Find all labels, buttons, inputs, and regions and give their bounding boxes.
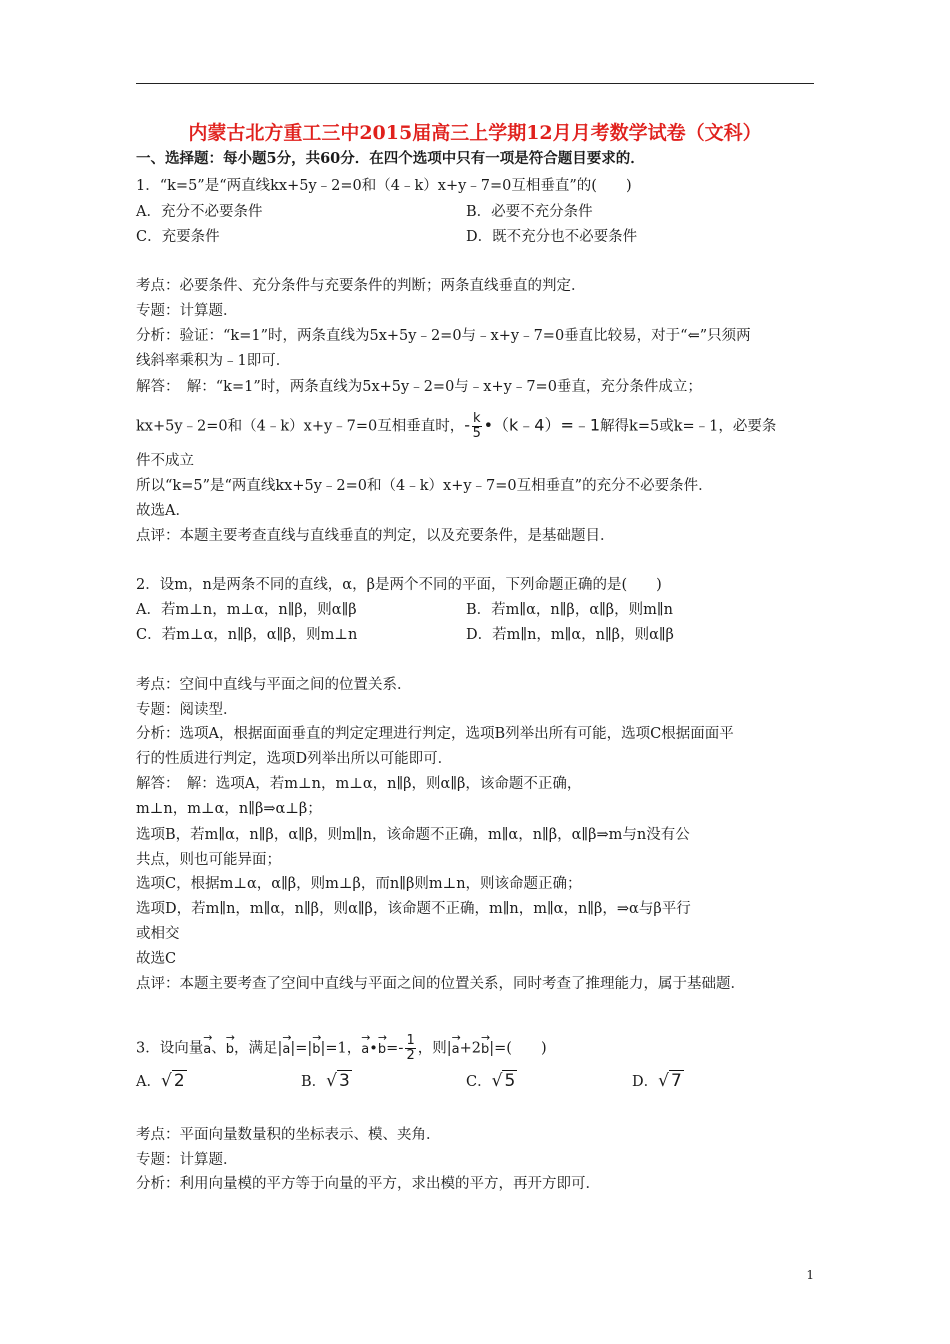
q1-option-a: A．充分不必要条件 [136,204,263,220]
q2-option-c: C．若m⊥α，n∥β，α∥β，则m⊥n [136,627,358,643]
q3-option-c [466,1071,517,1092]
q2-jieda-line6: 选项D，若m∥n，m∥α，n∥β，则α∥β，该命题不正确，m∥n，m∥α，n∥β，⇒α与β平行 [136,901,691,917]
header-rule [136,83,814,84]
q3-fraction-numerator: 1 [406,1033,415,1048]
q3-fraction [405,1034,415,1063]
q1-jieda-line2 [136,412,776,441]
q2-guxuan: 故选C [136,951,177,967]
q3-fenxi: 分析：利用向量模的平方等于向量的平方，求出模的平方，再开方即可． [136,1176,600,1192]
q1-fenxi-line1: 分析：验证：“k=1”时，两条直线为5x+5y﹣2=0与﹣x+y﹣7=0垂直比较易，对于“⇐”只须两 [136,328,751,344]
q3-sep: 、 [211,1040,226,1057]
q3-eq: =- [386,1040,404,1057]
q3-fraction-denominator: 2 [406,1048,415,1063]
q3-option-a-sqrt: √ 2 [160,1071,185,1091]
q2-fenxi-line1: 分析：选项A，根据面面垂直的判定定理进行判定，选项B列举出所有可能，选项C根据面面平 [136,726,734,742]
q3-option-d-label: D． [632,1074,659,1090]
q2-jieda-line4: 共点，则也可能异面； [136,852,281,868]
q2-jieda-line3: 选项B，若m∥α，n∥β，α∥β，则m∥n，该命题不正确，m∥α，n∥β，α∥β⇒m与n没有公 [136,827,690,843]
q3-option-a [136,1071,187,1092]
q2-option-d: D．若m∥n，m∥α，n∥β，则α∥β [466,627,674,643]
q3-vector-b-2: → b [312,1036,320,1060]
q1-jieda-line4: 所以“k=5”是“两直线kx+5y﹣2=0和（4﹣k）x+y﹣7=0互相垂直”的充分不必要条件． [136,478,713,494]
section-heading: 一、选择题：每小题5分，共60分．在四个选项中只有一项是符合题目要求的． [136,150,645,167]
q3-vector-b-3: → b [378,1036,386,1060]
q3-vector-b: → b [226,1036,234,1060]
q3-option-c-radicand: 5 [504,1071,516,1091]
q1-option-c: C．充要条件 [136,229,220,245]
q1-guxuan: 故选A． [136,503,190,519]
q1-jieda-line1: 解答： 解：“k=1”时，两条直线为5x+5y﹣2=0与﹣x+y﹣7=0垂直，充分条件成立； [136,379,702,395]
q2-kaodian: 考点：空间中直线与平面之间的位置关系． [136,677,412,693]
page-number: 1 [806,1268,814,1282]
q3-option-b [301,1071,352,1092]
q1-fraction-denominator: 5 [472,426,481,441]
q1-jieda-line2-pre: kx+5y﹣2=0和（4﹣k）x+y﹣7=0互相垂直时， [136,418,465,435]
q1-formula-rest: •（k﹣4）=﹣1 [483,415,601,435]
q3-dot: • [369,1040,378,1057]
q3-cond2: |=| [290,1040,313,1057]
q3-stem [136,1034,547,1063]
q1-jieda-line2-post: 解得k=5或k=﹣1，必要条 [600,418,777,435]
q3-option-a-radicand: 2 [173,1071,185,1091]
q3-option-c-label: C． [466,1074,492,1090]
q3-vector-a-2: → a [282,1036,290,1060]
q3-zhuanti: 专题：计算题． [136,1152,238,1168]
q2-fenxi-line2: 行的性质进行判定，选项D列举出所以可能即可． [136,751,453,767]
q3-kaodian: 考点：平面向量数量积的坐标表示、模、夹角． [136,1127,441,1143]
q1-formula-minus: - [464,415,471,435]
q2-stem: 2．设m，n是两条不同的直线，α，β是两个不同的平面，下列命题正确的是( ) [136,577,662,593]
q2-option-b: B．若m∥α，n∥β，α∥β，则m∥n [466,602,673,618]
q3-option-d-sqrt: √ 7 [658,1071,682,1091]
q3-vector-a-4: → a [452,1036,460,1060]
q3-tail: |=( ) [489,1040,547,1057]
q3-vector-a-3: → a [361,1036,369,1060]
q3-cond3: |=1， [320,1040,362,1057]
q3-cond1: ，满足| [233,1040,283,1057]
q3-plus2: +2 [459,1040,481,1057]
q3-option-b-label: B． [301,1074,327,1090]
q3-option-a-label: A． [136,1074,161,1090]
q2-jieda-line1: 解答： 解：选项A，若m⊥n，m⊥α，n∥β，则α∥β，该命题不正确， [136,776,582,792]
q1-fraction-numerator: k [473,411,481,426]
q1-kaodian: 考点：必要条件、充分条件与充要条件的判断；两条直线垂直的判定． [136,278,586,294]
q2-jieda-line7: 或相交 [136,926,180,942]
q1-dianping: 点评：本题主要考查直线与直线垂直的判定，以及充要条件，是基础题目． [136,528,615,544]
q2-zhuanti: 专题：阅读型． [136,702,238,718]
q1-option-d: D．既不充分也不必要条件 [466,229,638,245]
q1-zhuanti: 专题：计算题． [136,303,238,319]
q1-fenxi-line2: 线斜率乘积为﹣1即可． [136,353,291,369]
q2-option-a: A．若m⊥n，m⊥α，n∥β，则α∥β [136,602,357,618]
q3-stem-pre: 3．设向量 [136,1040,204,1057]
q3-then: ，则| [417,1040,452,1057]
q3-option-b-radicand: 3 [339,1071,350,1091]
q2-jieda-line5: 选项C，根据m⊥α，α∥β，则m⊥β，而n∥β则m⊥n，则该命题正确； [136,876,582,892]
q1-option-b: B．必要不充分条件 [466,204,593,220]
q3-vector-b-4: → b [481,1036,489,1060]
q2-jieda-line2: m⊥n，m⊥α，n∥β⇒α⊥β； [136,801,322,817]
q3-option-d-radicand: 7 [670,1071,682,1091]
q1-jieda-line3: 件不成立 [136,453,194,469]
q1-stem: 1．“k=5”是“两直线kx+5y﹣2=0和（4﹣k）x+y﹣7=0互相垂直”的( ) [136,178,632,194]
q3-option-d [632,1071,684,1092]
q1-formula-fraction [472,412,482,441]
q2-dianping: 点评：本题主要考查了空间中直线与平面之间的位置关系，同时考查了推理能力，属于基础题． [136,976,745,992]
q3-vector-a: → a [203,1036,211,1060]
q3-option-b-sqrt: √ 3 [326,1071,350,1091]
page-title: 内蒙古北方重工三中2015届高三上学期12月月考数学试卷（文科） [188,122,762,144]
q3-option-c-sqrt: √ 5 [491,1071,516,1091]
